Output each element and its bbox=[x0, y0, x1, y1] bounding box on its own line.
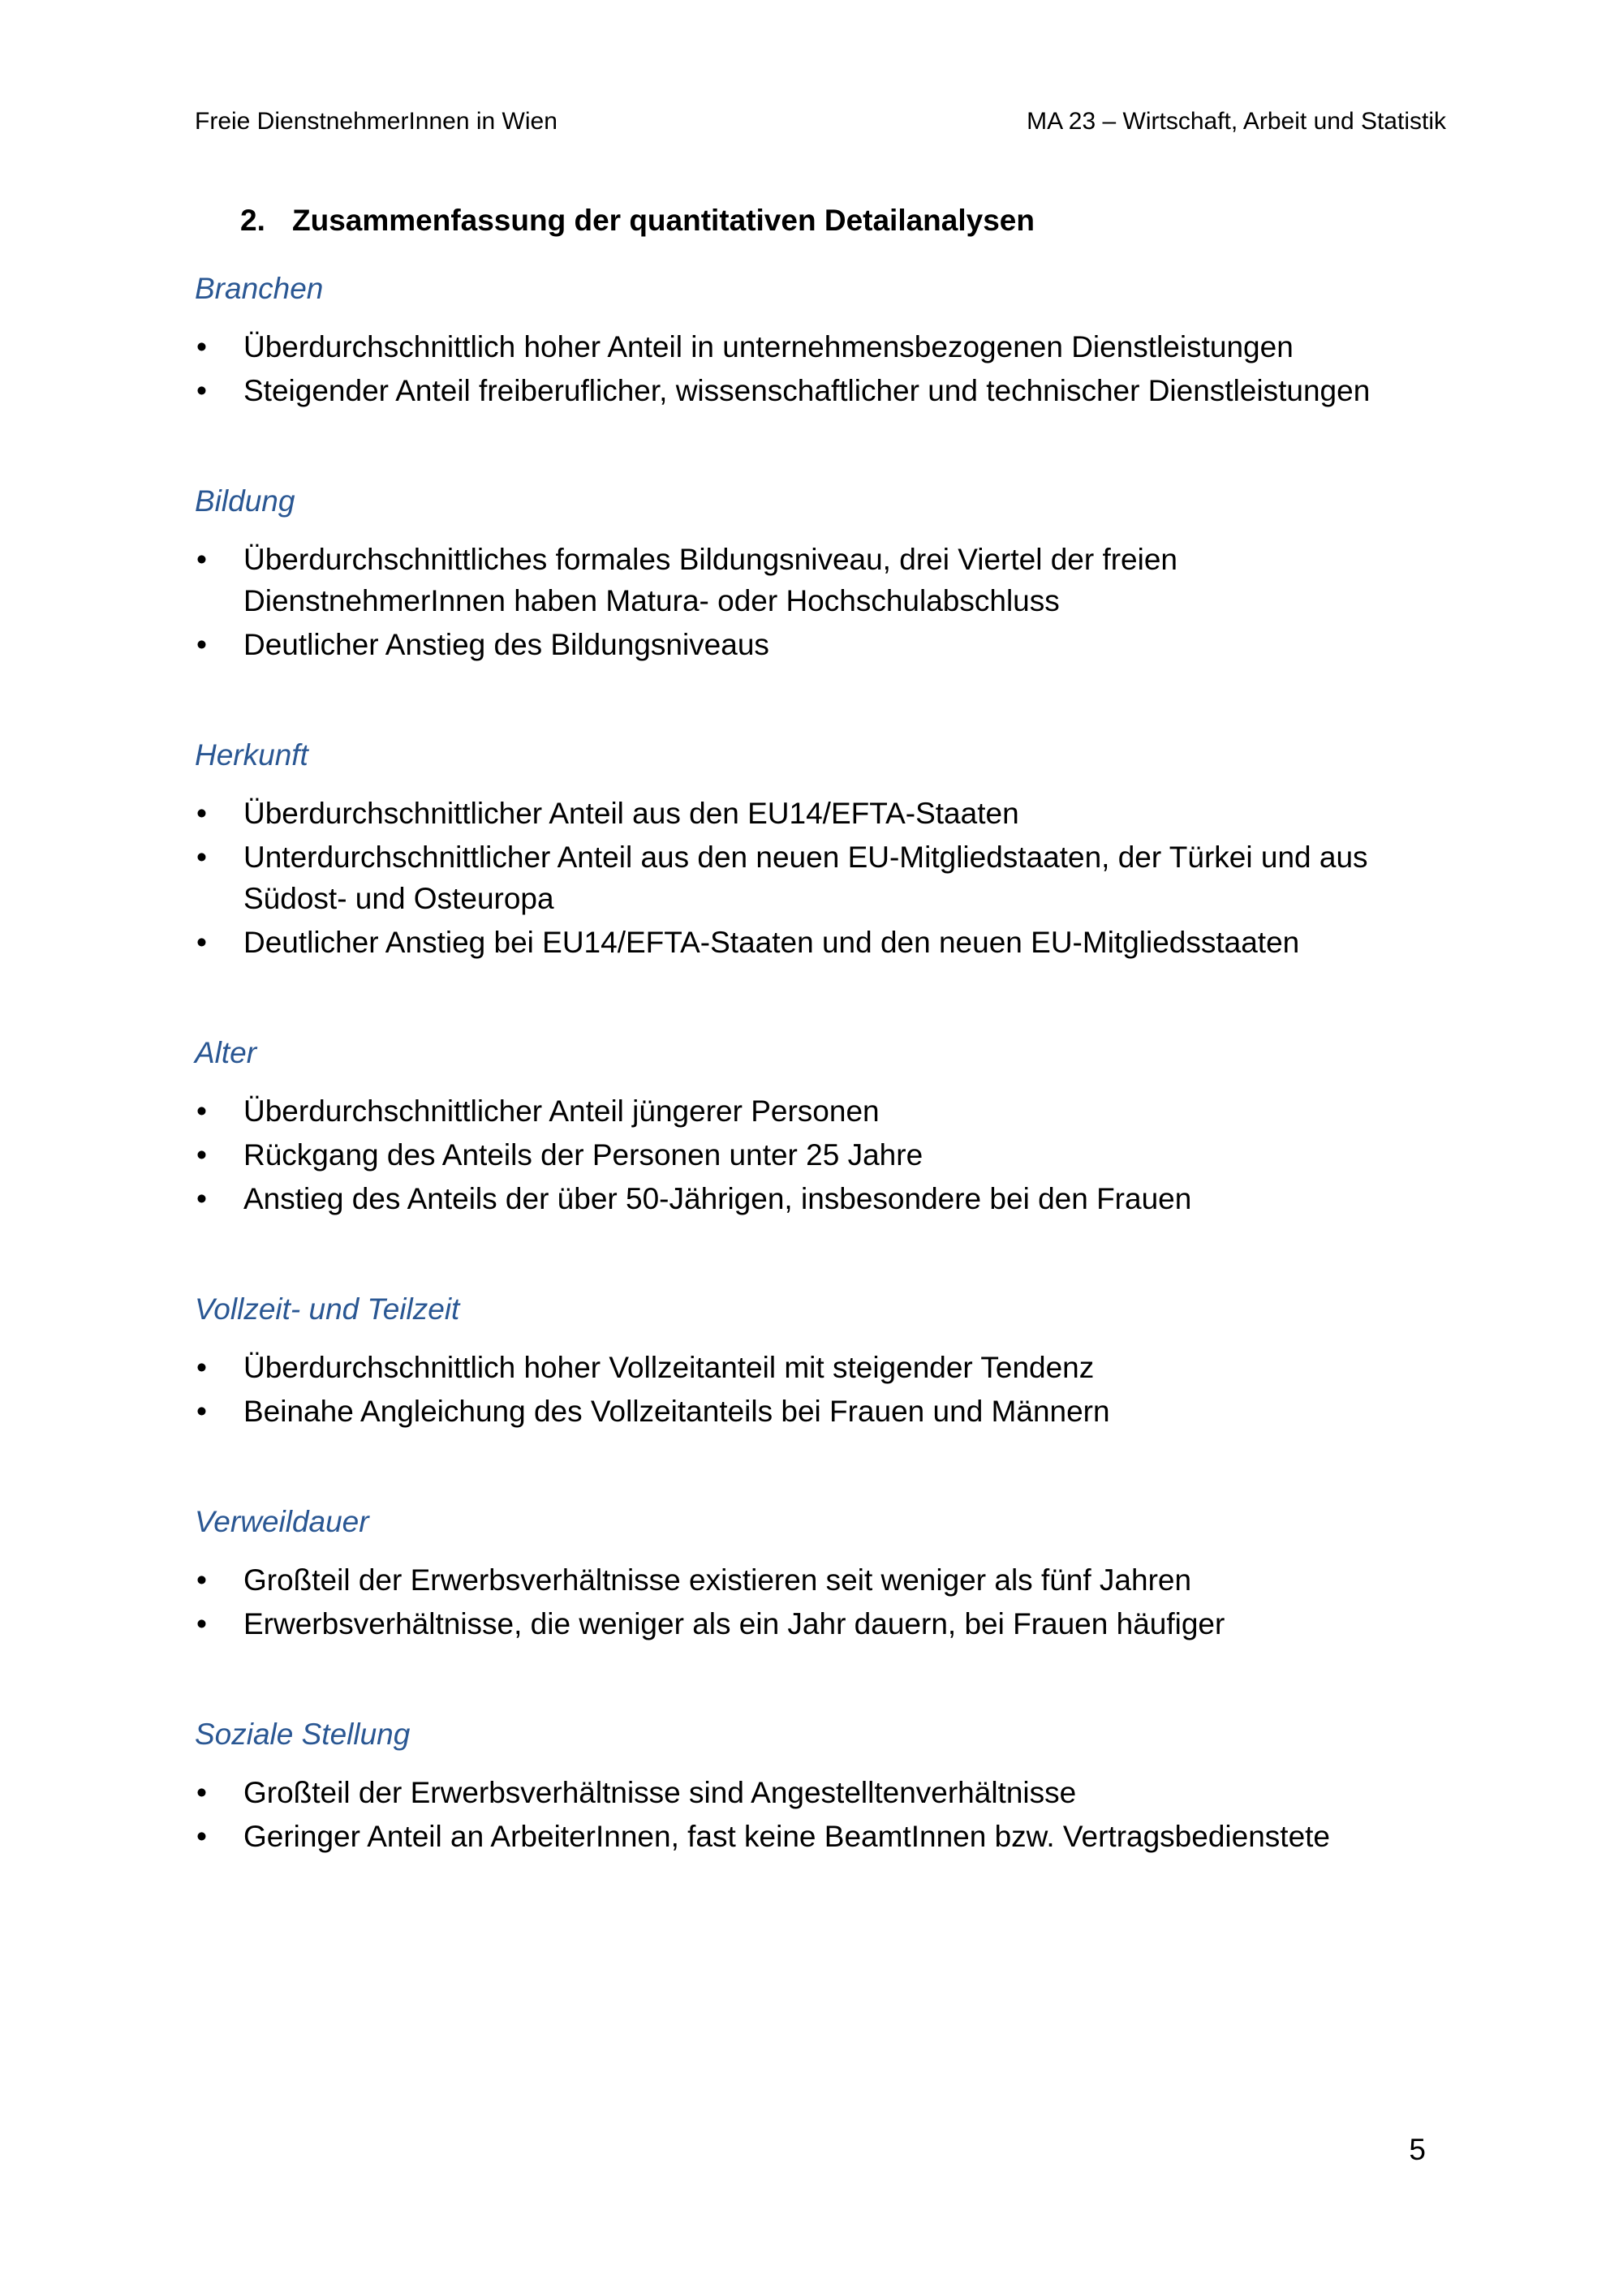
bullet-item: • Überdurchschnittlich hoher Anteil in unternehmensbezogenen Dienstleistungen bbox=[195, 326, 1404, 368]
section-soziale-stellung bbox=[195, 1713, 1404, 1857]
bullet-item: • Deutlicher Anstieg des Bildungsniveaus bbox=[195, 624, 1404, 665]
bullet-item: • Überdurchschnittliches formales Bildungsniveau, drei Viertel der freien DienstnehmerInnen haben Matura- oder Hochschulabschluss bbox=[195, 539, 1404, 621]
section-verweildauer bbox=[195, 1501, 1404, 1645]
section-heading: Alter bbox=[195, 1036, 257, 1069]
bullet-item: • Deutlicher Anstieg bei EU14/EFTA-Staaten und den neuen EU-Mitgliedsstaaten bbox=[195, 922, 1404, 963]
bullet-item: • Unterdurchschnittlicher Anteil aus den neuen EU-Mitgliedstaaten, der Türkei und aus Südost- und Osteuropa bbox=[195, 836, 1404, 919]
bullet-item: • Anstieg des Anteils der über 50-Jährigen, insbesondere bei den Frauen bbox=[195, 1178, 1404, 1219]
bullet-item: • Rückgang des Anteils der Personen unter 25 Jahre bbox=[195, 1134, 1404, 1176]
bullet-item: • Beinahe Angleichung des Vollzeitanteils bei Frauen und Männern bbox=[195, 1391, 1404, 1432]
section-alter bbox=[195, 1032, 1404, 1219]
bullet-list bbox=[195, 1772, 1404, 1857]
chapter-heading bbox=[240, 203, 1035, 239]
bullet-list bbox=[195, 1559, 1404, 1645]
bullet-list bbox=[195, 793, 1404, 963]
document-body bbox=[195, 268, 1404, 1857]
section-heading: Vollzeit- und Teilzeit bbox=[195, 1292, 460, 1326]
section-heading: Herkunft bbox=[195, 738, 308, 772]
bullet-item: • Überdurchschnittlicher Anteil jüngerer Personen bbox=[195, 1090, 1404, 1132]
section-bildung bbox=[195, 480, 1404, 665]
section-vollzeit-teilzeit bbox=[195, 1288, 1404, 1432]
bullet-list bbox=[195, 539, 1404, 665]
section-herkunft bbox=[195, 734, 1404, 963]
bullet-list bbox=[195, 1347, 1404, 1432]
section-heading: Bildung bbox=[195, 484, 295, 518]
bullet-item: • Überdurchschnittlicher Anteil aus den EU14/EFTA-Staaten bbox=[195, 793, 1404, 834]
bullet-item: • Großteil der Erwerbsverhältnisse existieren seit weniger als fünf Jahren bbox=[195, 1559, 1404, 1601]
chapter-number: 2. bbox=[240, 204, 265, 237]
page-number: 5 bbox=[1409, 2133, 1426, 2166]
section-heading: Verweildauer bbox=[195, 1505, 369, 1538]
bullet-item: • Geringer Anteil an ArbeiterInnen, fast keine BeamtInnen bzw. Vertragsbedienstete bbox=[195, 1816, 1404, 1857]
section-branchen bbox=[195, 268, 1404, 411]
page-header bbox=[195, 107, 1446, 136]
bullet-item: • Steigender Anteil freiberuflicher, wissenschaftlicher und technischer Dienstleistungen bbox=[195, 370, 1404, 411]
header-right-title: MA 23 – Wirtschaft, Arbeit und Statistik bbox=[1027, 108, 1446, 135]
bullet-list bbox=[195, 326, 1404, 411]
chapter-title: Zusammenfassung der quantitativen Detailanalysen bbox=[292, 204, 1035, 237]
section-heading: Soziale Stellung bbox=[195, 1718, 411, 1751]
bullet-list bbox=[195, 1090, 1404, 1219]
bullet-item: • Erwerbsverhältnisse, die weniger als ein Jahr dauern, bei Frauen häufiger bbox=[195, 1603, 1404, 1645]
header-left-title: Freie DienstnehmerInnen in Wien bbox=[195, 108, 558, 135]
section-heading: Branchen bbox=[195, 272, 324, 305]
bullet-item: • Großteil der Erwerbsverhältnisse sind Angestelltenverhältnisse bbox=[195, 1772, 1404, 1813]
bullet-item: • Überdurchschnittlich hoher Vollzeitanteil mit steigender Tendenz bbox=[195, 1347, 1404, 1388]
